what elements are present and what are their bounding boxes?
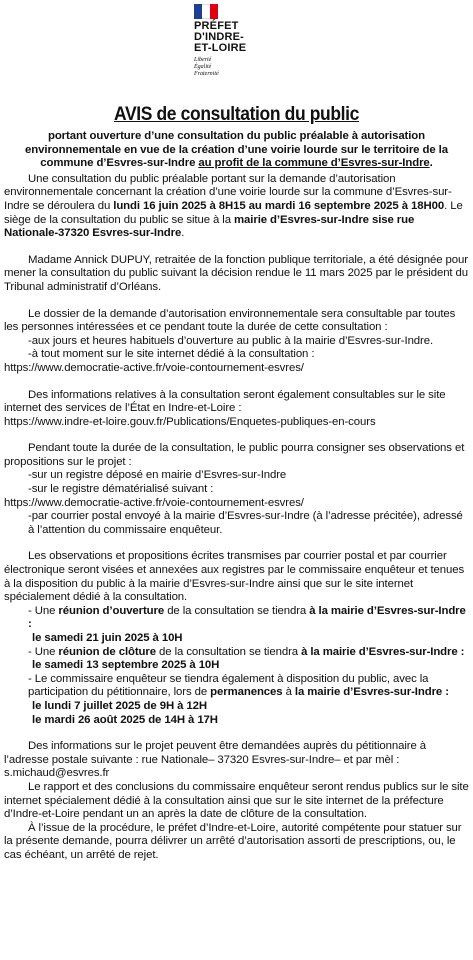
- p1-dates: lundi 16 juin 2025 à 8H15 au mardi 16 septembre 2025 à 18H00: [113, 199, 445, 212]
- subtitle-part-b: au profit de la commune d’Esvres-sur-Indre: [198, 157, 430, 170]
- paragraph-dossier-item-2: -à tout moment sur le site internet dédié à la consultation :: [28, 348, 315, 361]
- motto: [194, 57, 284, 78]
- paragraph-written-observations: Les observations et propositions écrites transmises par courrier postal et par courrier électronique seront visées et annexées aux registres par le commissaire enquêteur et tenues à la disposition du public à la mairie d’Esvres-sur-Indre ainsi que sur le site internet spécialement dédié à la consultation.: [4, 550, 465, 604]
- notice-subtitle: [4, 130, 469, 171]
- opening-meeting-date: [4, 632, 469, 646]
- observations-item-3: -par courrier postal envoyé à la mairie d’Esvres-sur-Indre (à l’adresse précitée), adressé à l’attention du commissaire enquêteur.: [28, 510, 463, 536]
- subtitle-part-c: .: [429, 157, 433, 170]
- closing-meeting: [4, 646, 469, 660]
- perm-date-2: le mardi 26 août 2025 de 14H à 17H: [32, 713, 218, 726]
- opening-meeting: [4, 605, 469, 632]
- observations-item-1: -sur un registre déposé en mairie d’Esvres-sur-Indre: [28, 469, 287, 482]
- close-c: de la consultation se tiendra: [155, 645, 302, 658]
- state-url-link[interactable]: https://www.indre-et-loire.gouv.fr/Publications/Enquetes-publiques-en-cours: [4, 415, 376, 428]
- perm-c: à: [282, 686, 295, 699]
- p1-c: . Le siège de la consultation du public se situe à la: [4, 199, 463, 226]
- permanence-date-2: [4, 714, 469, 728]
- close-a: - Une: [28, 645, 59, 658]
- open-c: de la consultation se tiendra: [164, 604, 310, 617]
- prefecture-logo: [194, 4, 284, 78]
- permanences: [4, 673, 469, 700]
- logo-name-line-3: ET-LOIRE: [194, 42, 247, 54]
- motto-egalite: Égalité: [194, 64, 212, 70]
- perm-b: permanences: [210, 686, 283, 699]
- open-date: le samedi 21 juin 2025 à 10H: [32, 632, 183, 644]
- close-e: :: [457, 645, 465, 658]
- permanence-date-1: [4, 700, 469, 714]
- registry-url-link[interactable]: https://www.democratie-active.fr/voie-contournement-esvres/: [4, 496, 304, 509]
- dossier-url-link[interactable]: https://www.democratie-active.fr/voie-contournement-esvres/: [4, 361, 304, 374]
- paragraph-report: Le rapport et des conclusions du commissaire enquêteur seront rendus publics sur le site internet spécialement dédié à la consultation ainsi que sur le site internet de la préfecture d’Indre-et-Loire pendant un an après la date de clôture de la consultation.: [4, 780, 469, 821]
- paragraph-petitioner-contact: Des informations sur le projet peuvent être demandées auprès du pétitionnaire à l’adresse postale suivante : rue Nationale– 37320 Esvres-sur-Indre– et par mèl : s.michaud@esvres.fr: [4, 740, 426, 780]
- closing-meeting-date: [4, 659, 469, 673]
- open-a: - Une: [28, 604, 59, 617]
- logo-name-line-1: PRÉFET: [194, 20, 239, 32]
- motto-liberte: Liberté: [194, 57, 212, 63]
- paragraph-observations-intro: Pendant toute la durée de la consultation, le public pourra consigner ses observations et propositions sur le projet :: [4, 442, 465, 468]
- close-d: à la mairie d’Esvres-sur-Indre: [301, 645, 458, 658]
- p1-location: mairie d’Esvres-sur-Indre sise rue Nationale-37320 Esvres-sur-Indre: [4, 213, 415, 240]
- paragraph-commissioner: Madame Annick DUPUY, retraitée de la fonction publique territoriale, a été désignée pour mener la consultation du public suivant la décision rendue le 11 mars 2025 par le président du Tribunal administratif d’Orléans.: [4, 253, 469, 293]
- close-date: le samedi 13 septembre 2025 à 10H: [32, 659, 220, 672]
- perm-a: - Le commissaire enquêteur se tiendra également à disposition du public, avec la participation du pétitionnaire, lors de: [28, 672, 429, 699]
- paragraph-dossier-intro: Le dossier de la demande d’autorisation environnementale sera consultable par toutes les personnes intéressées et ce pendant toute la durée de cette consultation :: [4, 307, 456, 334]
- paragraph-decision: À l’issue de la procédure, le préfet d’Indre-et-Loire, autorité compétente pour statuer sur la présente demande, pourra délivrer un arrêté d’autorisation assorti de prescriptions, ou, le cas échéant, un arrêté de rejet.: [4, 821, 462, 861]
- open-e: :: [28, 618, 32, 631]
- tricolor-flag-icon: [194, 4, 218, 19]
- p1-a: Une consultation du public préalable portant sur la demande d’autorisation environnementale concernant la création d’une voirie lourde sur la commune d’Esvres-sur-Indre se déroulera du: [4, 172, 452, 212]
- motto-fraternite: Fraternité: [194, 71, 219, 77]
- paragraph-consultation-dates: [4, 173, 469, 241]
- open-d: à la mairie d’Esvres-sur-Indre: [309, 604, 466, 617]
- notice-title: AVIS de consultation du public: [113, 104, 360, 125]
- notice-body: [4, 130, 469, 863]
- paragraph-dossier-item-1: -aux jours et heures habituels d’ouverture au public à la mairie d’Esvres-sur-Indre.: [28, 334, 434, 347]
- paragraph-state-info: Des informations relatives à la consultation seront également consultables sur le site internet des services de l’État en Indre-et-Loire :: [4, 388, 446, 415]
- observations-item-2: -sur le registre dématérialisé suivant :: [28, 483, 214, 496]
- perm-d: la mairie d’Esvres-sur-Indre :: [294, 686, 449, 699]
- p1-e: .: [181, 227, 185, 240]
- perm-date-1: le lundi 7 juillet 2025 de 9H à 12H: [32, 699, 208, 712]
- subtitle-part-a: portant ouverture d’une consultation du public préalable à autorisation environnementale en vue de la création d’une voirie lourde sur le territoire de la commune d’Esvres-sur-Indre: [25, 130, 448, 170]
- open-b: réunion d’ouverture: [58, 604, 165, 617]
- close-b: réunion de clôture: [58, 645, 156, 658]
- logo-name-line-2: D'INDRE-: [194, 31, 245, 43]
